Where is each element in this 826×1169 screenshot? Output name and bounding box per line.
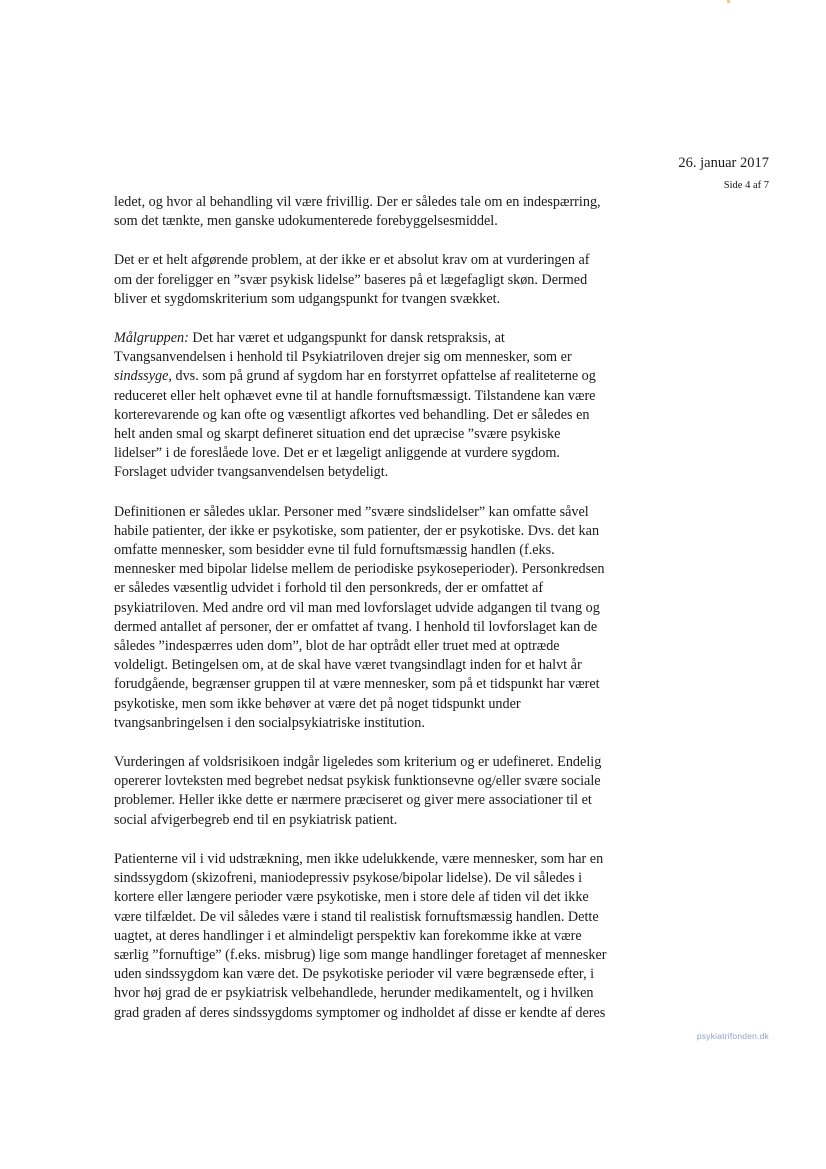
paragraph-definition bbox=[114, 503, 614, 733]
section-lead: Målgruppen: bbox=[114, 330, 189, 347]
text-line: særlig ”fornuftige” (f.eks. misbrug) lige som mange handlinger foretaget af mennesker bbox=[114, 946, 607, 963]
text-line: Vurderingen af voldsrisikoen indgår ligeledes som kriterium og er udefineret. Endelig bbox=[114, 754, 602, 771]
page-indicator: Side 4 af 7 bbox=[723, 180, 769, 191]
text-line: ledet, og hvor al behandling vil være frivillig. Der er således tale om en indespærring, bbox=[114, 194, 601, 210]
text-line bbox=[114, 329, 614, 348]
text-line: lidelser” i de foreslåede love. Det er et lægeligt anliggende at vurdere sygdom. bbox=[114, 445, 560, 462]
text-line: psykiatriloven. Med andre ord vil man med lovforslaget udvide adgangen til tvang og bbox=[114, 599, 600, 616]
scan-mark bbox=[727, 0, 730, 3]
text-line: Tvangsanvendelsen i henhold til Psykiatriloven drejer sig om mennesker, som er bbox=[114, 349, 572, 366]
text-line: som det tænkte, men ganske udokumenterede forebyggelsesmiddel. bbox=[114, 213, 498, 230]
text-line: social afvigerbegreb end til en psykiatrisk patient. bbox=[114, 811, 398, 828]
text-line: bliver et sygdomskriterium som udgangspunkt for tvangen svækket. bbox=[114, 290, 501, 307]
letter-body bbox=[114, 193, 614, 1043]
text-line: uden sindssygdom kan være det. De psykotiske perioder vil være begrænsede efter, i bbox=[114, 966, 595, 983]
text-line: dermed antallet af personer, der er omfattet af tvang. I henhold til lovforslaget kan de bbox=[114, 618, 598, 635]
paragraph-1 bbox=[114, 193, 614, 231]
text-line: er således væsentlig udvidet i forhold til den personkreds, der er omfattet af bbox=[114, 580, 544, 597]
text-line: korterevarende og kan ofte og væsentligt afkortes ved behandling. Det er således en bbox=[114, 406, 590, 423]
text-line: Definitionen er således uklar. Personer med ”svære sindslidelser” kan omfatte såvel bbox=[114, 503, 589, 520]
paragraph-2 bbox=[114, 251, 614, 309]
letter-date: 26. januar 2017 bbox=[678, 155, 769, 171]
text-line: grad graden af deres sindssygdoms symptomer og indholdet af disse er kendte af deres bbox=[114, 1004, 606, 1021]
text-line bbox=[114, 367, 614, 386]
text-line: hvor høj grad de er psykiatrisk velbehandlede, herunder medikamentelt, og i hvilken bbox=[114, 985, 594, 1002]
text-line: omfatte mennesker, som besidder evne til fuld fornuftsmæssig handlen (f.eks. bbox=[114, 542, 555, 559]
text-line: Patienterne vil i vid udstrækning, men ikke udelukkende, være mennesker, som har en bbox=[114, 850, 604, 867]
text-line: således ”indespærres uden dom”, blot de har optrådt eller truet med at optræde bbox=[114, 638, 560, 655]
text-line: problemer. Heller ikke dette er nærmere præciseret og giver mere associationer til et bbox=[114, 792, 592, 809]
text-line: uagtet, at deres handlinger i et almindeligt perspektiv kan forekomme ikke at være bbox=[114, 927, 582, 944]
text-line: voldeligt. Betingelsen om, at de skal have været tvangsindlagt inden for et halvt år bbox=[114, 657, 582, 674]
paragraph-maalgruppen bbox=[114, 329, 614, 483]
text-line: forudgående, begrænser gruppen til at være mennesker, som på et tidspunkt har været bbox=[114, 676, 600, 693]
paragraph-voldsrisiko bbox=[114, 753, 614, 830]
text-line: Forslaget udvider tvangsanvendelsen betydeligt. bbox=[114, 464, 389, 481]
text-line: tvangsanbringelsen i den socialpsykiatriske institution. bbox=[114, 714, 425, 731]
text-line: opererer lovteksten med begrebet nedsat psykisk funktionsevne og/eller svære sociale bbox=[114, 773, 601, 790]
emphasis-term: sindssyge, bbox=[114, 368, 172, 385]
text-line: om der foreligger en ”svær psykisk lidelse” baseres på et lægefagligt skøn. Dermed bbox=[114, 271, 588, 288]
text-line: habile patienter, der ikke er psykotiske, som patienter, der er psykotiske. Dvs. det kan bbox=[114, 522, 600, 539]
footer-website: psykiatrifonden.dk bbox=[696, 1031, 769, 1041]
text-line: mennesker med bipolar lidelse mellem de periodiske psykoseperioder). Personkredsen bbox=[114, 561, 605, 578]
text-line: være tilfældet. De vil således være i stand til realistisk fornuftsmæssig handlen. Dette bbox=[114, 908, 599, 925]
text-line: Det er et helt afgørende problem, at der ikke er et absolut krav om at vurderingen af bbox=[114, 252, 590, 269]
text-line: psykotiske, men som ikke behøver at være det på noget tidspunkt under bbox=[114, 695, 521, 712]
paragraph-patienterne bbox=[114, 850, 614, 1023]
text-line: sindssygdom (skizofreni, maniodepressiv psykose/bipolar lidelse). De vil således i bbox=[114, 870, 583, 887]
text-line: reduceret eller helt ophævet evne til at handle fornuftsmæssigt. Tilstandene kan være bbox=[114, 387, 596, 404]
text-line: helt anden smal og skarpt defineret situation end det upræcise ”svære psykiske bbox=[114, 426, 561, 443]
text-line: kortere eller længere perioder være psykotiske, men i store dele af tiden vil det ikke bbox=[114, 889, 589, 906]
text-fragment: Det har været et udgangspunkt for dansk retspraksis, at bbox=[188, 330, 505, 347]
text-fragment: dvs. som på grund af sygdom har en forstyrret opfattelse af realiteterne og bbox=[171, 368, 596, 385]
